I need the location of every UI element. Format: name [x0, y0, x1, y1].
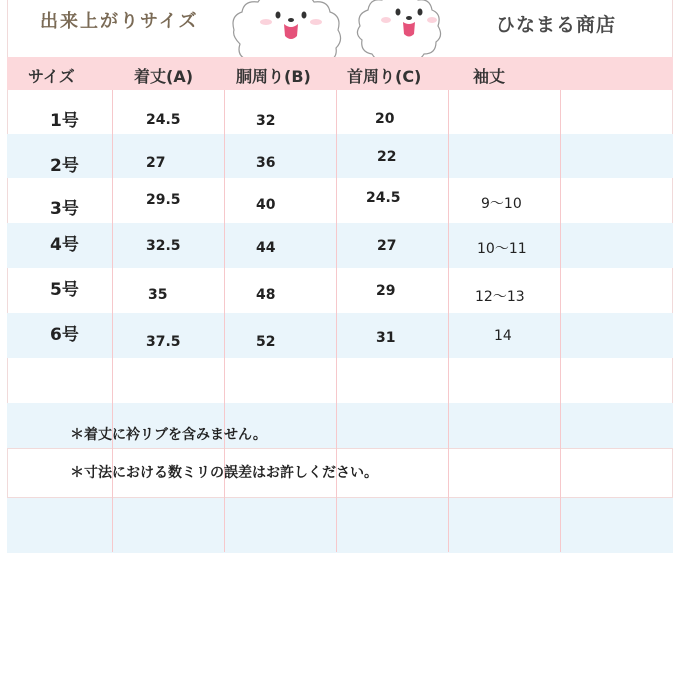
row-size: 6号	[50, 325, 79, 345]
cell-length: 29.5	[146, 192, 181, 208]
cell-neck: 27	[377, 238, 397, 254]
cell-chest: 32	[256, 113, 276, 129]
cell-sleeve: 12〜13	[475, 289, 525, 305]
stripe-band	[7, 134, 673, 178]
cell-sleeve: 14	[494, 328, 512, 344]
grid-line	[560, 90, 561, 552]
stripe-band	[7, 498, 673, 553]
cell-chest: 52	[256, 334, 276, 350]
divider	[7, 448, 673, 449]
row-size: 1号	[50, 111, 79, 131]
divider	[7, 497, 673, 498]
mascot-left	[233, 0, 341, 58]
cell-neck: 29	[376, 283, 396, 299]
fluffy-dog-face-icon	[222, 0, 472, 58]
cell-chest: 36	[256, 155, 276, 171]
cell-neck: 24.5	[366, 190, 401, 206]
cell-length: 27	[146, 155, 166, 171]
stripe-band	[7, 223, 673, 268]
column-header-length: 着丈(A)	[134, 67, 194, 86]
cell-length: 32.5	[146, 238, 181, 254]
cell-sleeve: 10〜11	[477, 241, 527, 257]
column-header-sleeve: 袖丈	[473, 67, 506, 86]
table-header-row	[7, 57, 673, 90]
shop-name: ひなまる商店	[496, 14, 617, 36]
grid-line	[448, 90, 449, 552]
cell-neck: 20	[375, 111, 395, 127]
cell-neck: 31	[376, 330, 396, 346]
cell-length: 35	[148, 287, 168, 303]
grid-line	[224, 90, 225, 552]
cell-chest: 48	[256, 287, 276, 303]
grid-line	[336, 90, 337, 552]
column-header-neck: 首周り(C)	[347, 67, 422, 86]
cell-length: 37.5	[146, 334, 181, 350]
row-size: 2号	[50, 156, 79, 176]
cell-sleeve: 9〜10	[481, 196, 522, 212]
note-tolerance: ＊寸法における数ミリの誤差はお許しください。	[70, 465, 378, 481]
note-length: ＊着丈に衿リブを含みません。	[70, 427, 267, 443]
cell-neck: 22	[377, 149, 397, 165]
cell-length: 24.5	[146, 112, 181, 128]
row-size: 4号	[50, 235, 79, 255]
page-title: 出来上がりサイズ	[40, 11, 199, 32]
cell-chest: 40	[256, 197, 276, 213]
column-header-chest: 胴周り(B)	[236, 67, 311, 86]
cell-chest: 44	[256, 240, 276, 256]
grid-line	[112, 90, 113, 552]
column-header-size: サイズ	[28, 67, 75, 86]
stripe-band	[7, 313, 673, 358]
mascot-right	[357, 0, 440, 58]
row-size: 3号	[50, 199, 79, 219]
row-size: 5号	[50, 280, 79, 300]
